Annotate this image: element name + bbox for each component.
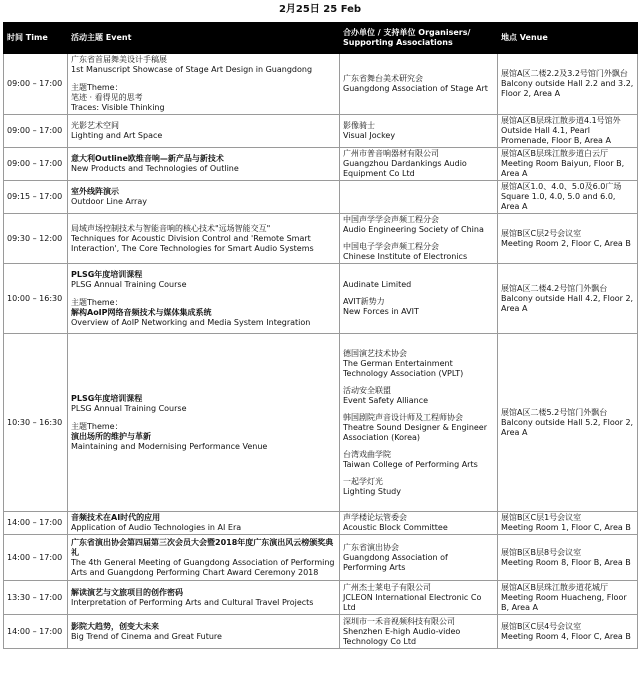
organiser-line: Shenzhen E-high Audio-video Technology Co Ltd xyxy=(343,626,461,646)
organiser-line: Audinate Limited xyxy=(343,280,412,289)
event-line: PLSG Annual Training Course xyxy=(71,279,187,289)
venue-line: 展馆A区1.0、4.0、5.0及6.0广场 xyxy=(501,182,622,191)
event-line: 演出场所的维护与革新 xyxy=(71,431,151,441)
event-line: 主题Theme： xyxy=(71,297,123,307)
header-event: 活动主题 Event xyxy=(68,23,340,54)
organiser-block xyxy=(343,121,494,141)
event-cell xyxy=(68,148,340,181)
organiser-line: New Forces in AVIT xyxy=(343,307,419,316)
organiser-line: 一起学灯光 xyxy=(343,476,383,486)
time-cell: 10:30 – 16:30 xyxy=(4,334,68,512)
schedule-row xyxy=(4,148,638,181)
organiser-block xyxy=(343,617,494,647)
event-cell xyxy=(68,181,340,214)
event-spacer xyxy=(71,75,336,83)
venue-line: 展馆A区B层珠江散步道4.1号馆外 xyxy=(501,116,621,125)
organisers-cell xyxy=(340,581,498,615)
venue-line: Outside Hall 4.1, Pearl Promenade, Floor B, Area A xyxy=(501,126,611,145)
organiser-block xyxy=(343,149,494,179)
event-cell xyxy=(68,535,340,581)
organisers-cell xyxy=(340,535,498,581)
venue-line: 展馆B区B层8号会议室 xyxy=(501,547,582,557)
venue-line: 展馆A区二楼2.2及3.2号馆门外飘台 xyxy=(501,69,628,78)
venue-cell xyxy=(498,214,638,264)
organiser-block xyxy=(343,386,494,406)
organiser-line: Visual Jockey xyxy=(343,131,396,140)
event-line: 1st Manuscript Showcase of Stage Art Design in Guangdong xyxy=(71,65,313,74)
event-spacer xyxy=(71,414,336,422)
organiser-line: Guangzhou Dardankings Audio Equipment Co Ltd xyxy=(343,159,467,178)
organiser-block xyxy=(343,513,494,533)
event-cell xyxy=(68,264,340,334)
organiser-line: 深圳市一禾音视频科技有限公司 xyxy=(343,616,455,626)
event-line: New Products and Technologies of Outline xyxy=(71,164,239,173)
organiser-line: Chinese Institute of Electronics xyxy=(343,252,468,261)
organiser-line: 中国声学学会声频工程分会 xyxy=(343,215,439,224)
organiser-line: Acoustic Block Committee xyxy=(343,523,448,532)
organisers-cell xyxy=(340,115,498,148)
organiser-block xyxy=(343,215,494,235)
organiser-block xyxy=(343,450,494,470)
venue-cell xyxy=(498,264,638,334)
venue-line: Meeting Room 1, Floor C, Area B xyxy=(501,523,631,532)
venue-cell xyxy=(498,115,638,148)
venue-line: Meeting Room Baiyun, Floor B, Area A xyxy=(501,159,625,178)
time-cell: 09:15 – 17:00 xyxy=(4,181,68,214)
venue-cell xyxy=(498,512,638,535)
organiser-line: Lighting Study xyxy=(343,486,401,496)
event-cell xyxy=(68,334,340,512)
venue-cell xyxy=(498,615,638,649)
venue-line: 展馆B区C层4号会议室 xyxy=(501,621,582,631)
event-line: 音频技术在AI时代的应用 xyxy=(71,513,161,522)
organiser-line: 广东省演出协会 xyxy=(343,542,399,552)
organiser-block xyxy=(343,477,494,497)
event-line: 解构AoIP网络音频技术与媒体集成系统 xyxy=(71,307,212,317)
time-cell: 14:00 – 17:00 xyxy=(4,535,68,581)
organisers-cell xyxy=(340,512,498,535)
event-line: 室外线阵演示 xyxy=(71,187,119,196)
venue-cell xyxy=(498,581,638,615)
organisers-cell xyxy=(340,148,498,181)
time-cell: 09:00 – 17:00 xyxy=(4,115,68,148)
venue-line: Balcony outside Hall 4.2, Floor 2, Area A xyxy=(501,293,634,313)
event-line: Outdoor Line Array xyxy=(71,197,147,206)
organiser-line: 台湾戏曲学院 xyxy=(343,449,391,459)
venue-line: 展馆B区C层1号会议室 xyxy=(501,513,582,522)
time-cell: 09:00 – 17:00 xyxy=(4,148,68,181)
organiser-line: 广州市普音响器材有限公司 xyxy=(343,149,439,158)
venue-line: 展馆A区B层珠江散步道白云厅 xyxy=(501,149,608,158)
event-line: Big Trend of Cinema and Great Future xyxy=(71,631,222,641)
time-cell: 09:00 – 17:00 xyxy=(4,54,68,115)
event-line: The 4th General Meeting of Guangdong Association of Performing Arts and Guangdong Performing Chart Award Ceremony 2018 xyxy=(71,557,335,577)
event-line: PLSG年度培训课程 xyxy=(71,393,143,403)
organiser-line: 活动安全联盟 xyxy=(343,385,391,395)
event-line: 解读演艺与文旅项目的创作密码 xyxy=(71,587,183,597)
venue-cell xyxy=(498,334,638,512)
venue-line: 展馆A区二楼4.2号馆门外飘台 xyxy=(501,283,608,293)
event-line: 主题Theme： xyxy=(71,421,123,431)
schedule-row xyxy=(4,615,638,649)
venue-line: Balcony outside Hall 2.2 and 3.2, Floor 2, Area A xyxy=(501,79,634,98)
event-line: PLSG Annual Training Course xyxy=(71,403,187,413)
organiser-line: JCLEON International Electronic Co Ltd xyxy=(343,592,482,612)
venue-cell xyxy=(498,535,638,581)
organisers-cell xyxy=(340,264,498,334)
schedule-row xyxy=(4,535,638,581)
event-spacer xyxy=(71,290,336,298)
organiser-block xyxy=(343,543,494,573)
event-line: 意大利Outline欧维音响—新产品与新技术 xyxy=(71,154,224,163)
event-line: Maintaining and Modernising Performance Venue xyxy=(71,441,268,451)
date-heading: 2月25日 25 Feb xyxy=(278,4,362,15)
event-line: Overview of AoIP Networking and Media System Integration xyxy=(71,317,311,327)
schedule-row xyxy=(4,512,638,535)
event-cell xyxy=(68,512,340,535)
header-row xyxy=(4,23,638,54)
event-line: 局域声场控制技术与智能音响的核心技术"远场智能交互" xyxy=(71,223,271,233)
venue-line: Balcony outside Hall 5.2, Floor 2, Area A xyxy=(501,417,634,437)
venue-line: 展馆B区C层2号会议室 xyxy=(501,228,582,238)
venue-cell xyxy=(498,54,638,115)
schedule-table xyxy=(3,22,638,649)
organiser-block xyxy=(343,583,494,613)
time-cell: 09:30 – 12:00 xyxy=(4,214,68,264)
organiser-block xyxy=(343,413,494,443)
organiser-line: Event Safety Alliance xyxy=(343,395,429,405)
organiser-block xyxy=(343,280,494,290)
schedule-row xyxy=(4,334,638,512)
organisers-cell xyxy=(340,615,498,649)
time-cell: 14:00 – 17:00 xyxy=(4,512,68,535)
venue-line: 展馆A区二楼5.2号馆门外飘台 xyxy=(501,407,608,417)
organisers-cell xyxy=(340,181,498,214)
organiser-line: Guangdong Association of Performing Arts xyxy=(343,552,448,572)
organiser-line: 影像骑士 xyxy=(343,121,375,130)
event-cell xyxy=(68,581,340,615)
organiser-line: 广州杰士莱电子有限公司 xyxy=(343,582,431,592)
schedule-row xyxy=(4,181,638,214)
venue-line: Meeting Room Huacheng, Floor B, Area A xyxy=(501,592,627,612)
venue-line: 展馆A区B层珠江散步道花城厅 xyxy=(501,582,608,592)
organisers-cell xyxy=(340,214,498,264)
header-time: 时间 Time xyxy=(4,23,68,54)
schedule-row xyxy=(4,214,638,264)
event-line: Interpretation of Performing Arts and Cultural Travel Projects xyxy=(71,597,314,607)
event-line: 光影艺术空间 xyxy=(71,121,119,130)
event-cell xyxy=(68,54,340,115)
event-line: 主题Theme： xyxy=(71,83,123,92)
venue-line: Meeting Room 8, Floor B, Area B xyxy=(501,557,631,567)
venue-cell xyxy=(498,148,638,181)
schedule-body xyxy=(4,54,638,649)
organiser-line: Theatre Sound Designer & Engineer Association (Korea) xyxy=(343,422,488,442)
organiser-line: Audio Engineering Society of China xyxy=(343,225,484,234)
organiser-line: 韩国剧院声音设计师及工程师协会 xyxy=(343,412,463,422)
header-organisers: 合办单位 / 支持单位 Organisers/ Supporting Associations xyxy=(340,23,498,54)
venue-line: Square 1.0, 4.0, 5.0 and 6.0, Area A xyxy=(501,192,616,211)
organisers-cell xyxy=(340,54,498,115)
schedule-row xyxy=(4,115,638,148)
venue-line: Meeting Room 4, Floor C, Area B xyxy=(501,631,631,641)
organiser-block xyxy=(343,242,494,262)
schedule-row xyxy=(4,264,638,334)
organiser-block xyxy=(343,349,494,379)
time-cell: 13:30 – 17:00 xyxy=(4,581,68,615)
organiser-line: Taiwan College of Performing Arts xyxy=(343,459,478,469)
organiser-line: 德国演艺技术协会 xyxy=(343,348,407,358)
organiser-block xyxy=(343,297,494,317)
organiser-line: 广东省舞台美术研究会 xyxy=(343,74,423,83)
organiser-line: Guangdong Association of Stage Art xyxy=(343,84,488,93)
venue-line: Meeting Room 2, Floor C, Area B xyxy=(501,238,631,248)
organiser-line: 声学楼论坛管委会 xyxy=(343,513,407,522)
organiser-line: The German Entertainment Technology Association (VPLT) xyxy=(343,358,464,378)
event-line: 广东省首届舞美设计手稿展 xyxy=(71,55,167,64)
organiser-block xyxy=(343,74,494,94)
event-cell xyxy=(68,214,340,264)
event-line: Application of Audio Technologies in AI Era xyxy=(71,523,242,532)
organiser-line: AVIT新势力 xyxy=(343,297,385,306)
schedule-row xyxy=(4,54,638,115)
time-cell: 14:00 – 17:00 xyxy=(4,615,68,649)
event-line: 笔迹 · 看得见的思考 xyxy=(71,93,143,102)
event-line: Techniques for Acoustic Division Control and 'Remote Smart Interaction', The Core Technologies for Smart Audio Systems xyxy=(71,233,314,253)
organisers-cell xyxy=(340,334,498,512)
venue-cell xyxy=(498,181,638,214)
event-cell xyxy=(68,615,340,649)
event-line: 广东省演出协会第四届第三次会员大会暨2018年度广东演出风云榜颁奖典礼 xyxy=(71,537,334,557)
event-line: Lighting and Art Space xyxy=(71,131,163,140)
schedule-row xyxy=(4,581,638,615)
event-line: PLSG年度培训课程 xyxy=(71,269,143,279)
organiser-line: 中国电子学会声频工程分会 xyxy=(343,242,439,251)
event-cell xyxy=(68,115,340,148)
header-venue: 地点 Venue xyxy=(498,23,638,54)
event-line: Traces: Visible Thinking xyxy=(71,103,165,112)
time-cell: 10:00 – 16:30 xyxy=(4,264,68,334)
event-line: 影院大趋势，创变大未来 xyxy=(71,621,159,631)
